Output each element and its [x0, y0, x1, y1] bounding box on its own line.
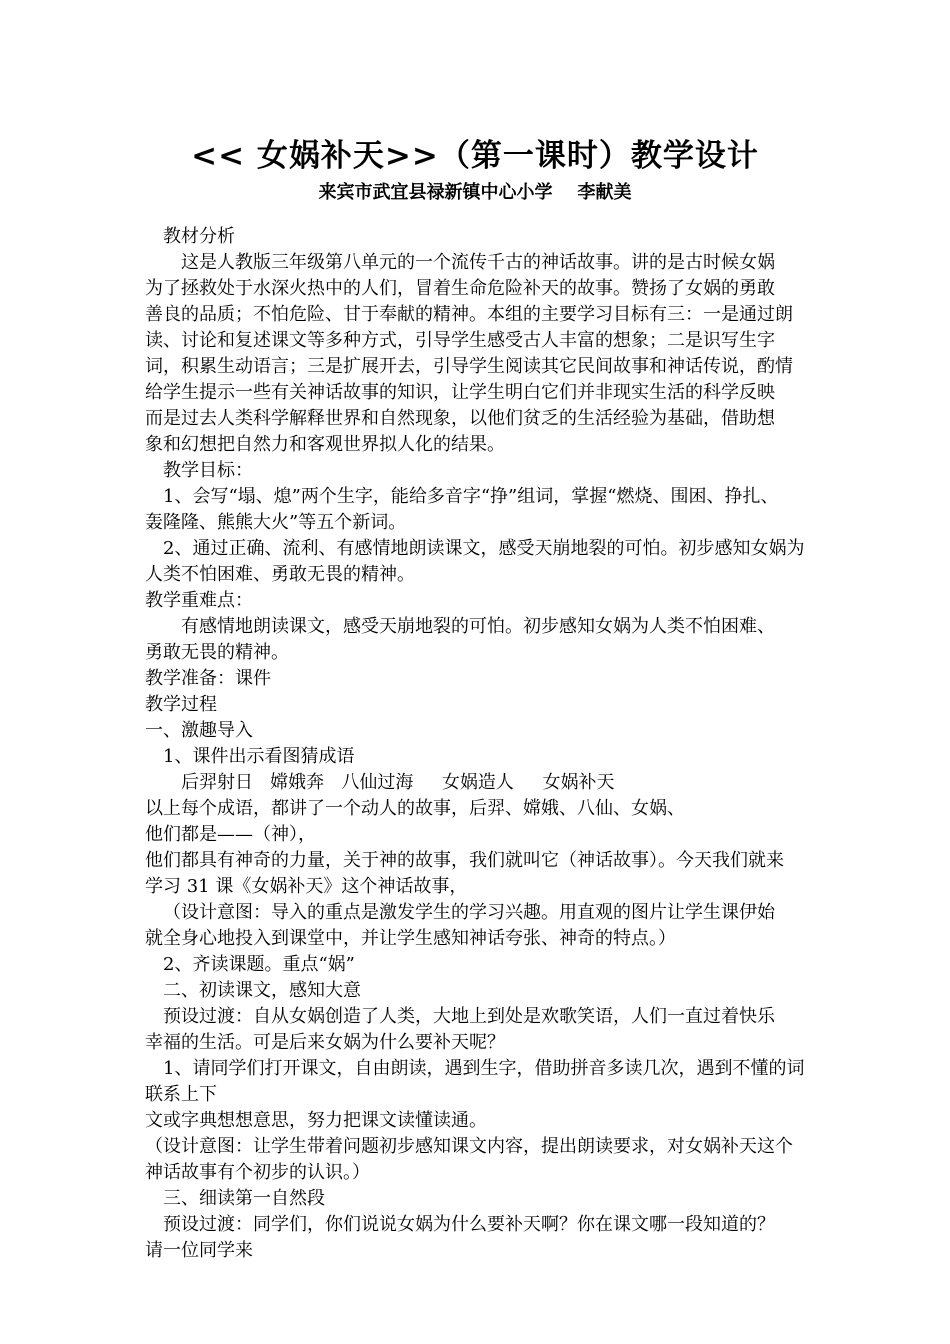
text-line: 勇敢无畏的精神。 [145, 642, 289, 663]
text-line: 而是过去人类科学解释世界和自然现象，以他们贫乏的生活经验为基础，借助想 [145, 408, 775, 429]
text-line: 为了拯救处于水深火热中的人们，冒着生命危险补天的故事。赞扬了女娲的勇敢 [145, 278, 775, 299]
text-line: 以上每个成语，都讲了一个动人的故事，后羿、嫦娥、八仙、女娲、 [145, 798, 685, 819]
text-line: 2、通过正确、流利、有感情地朗读课文，感受天崩地裂的可怕。初步感知女娲为 [163, 538, 805, 559]
text-line: 请一位同学来 [145, 1240, 253, 1261]
text-line: 一、激趣导入 [145, 720, 253, 741]
text-line: 预设过渡：同学们，你们说说女娲为什么要补天啊？你在课文哪一段知道的？ [163, 1214, 775, 1235]
text-line: 人类不怕困难、勇敢无畏的精神。 [145, 564, 415, 585]
text-line: 这是人教版三年级第八单元的一个流传千古的神话故事。讲的是古时候女娲 [181, 252, 775, 273]
text-line: 1、会写“塌、熄”两个生字，能给多音字“挣”组词，掌握“燃烧、围困、挣扎、 [163, 486, 779, 507]
text-line: 教学目标： [163, 460, 253, 481]
text-line: 他们都是——（神）， [145, 824, 316, 845]
text-line: 幸福的生活。可是后来女娲为什么要补天呢？ [145, 1032, 505, 1053]
text-line: 后羿射日 嫦娥奔 八仙过海 女娲造人 女娲补天 [181, 772, 615, 793]
text-line: 神话故事有个初步的认识。） [145, 1162, 370, 1183]
text-line: 有感情地朗读课文，感受天崩地裂的可怕。初步感知女娲为人类不怕困难、 [181, 616, 775, 637]
author-line: 来宾市武宜县禄新镇中心小学 李献美 [318, 182, 632, 203]
text-line: （设计意图：让学生带着问题初步感知课文内容，提出朗读要求，对女娲补天这个 [145, 1136, 793, 1157]
document-body [145, 224, 815, 1264]
text-line: 1、课件出示看图猜成语 [163, 746, 355, 767]
text-line: 教学过程 [145, 694, 217, 715]
text-line: 学习 31 课《女娲补天》这个神话故事， [145, 876, 468, 897]
text-line: 1、请同学们打开课文，自由朗读，遇到生字，借助拼音多读几次，遇到不懂的词 [163, 1058, 805, 1079]
text-line: 善良的品质；不怕危险、甘于奉献的精神。本组的主要学习目标有三：一是通过朗 [145, 304, 793, 325]
text-line: 二、初读课文，感知大意 [163, 980, 361, 1001]
text-line: 他们都具有神奇的力量，关于神的故事，我们就叫它（神话故事）。今天我们就来 [145, 850, 784, 871]
text-line: 读、讨论和复述课文等多种方式，引导学生感受古人丰富的想象；二是识写生字 [145, 330, 775, 351]
text-line: 词，积累生动语言；三是扩展开去，引导学生阅读其它民间故事和神话传说，酌情 [145, 356, 793, 377]
text-line: 轰隆隆、熊熊大火”等五个新词。 [145, 512, 407, 533]
text-line: 教学准备：课件 [145, 668, 271, 689]
text-line: 联系上下 [145, 1084, 217, 1105]
text-line: 教材分析 [163, 226, 235, 247]
text-line: 文或字典想想意思，努力把课文读懂读通。 [145, 1110, 487, 1131]
text-line: 给学生提示一些有关神话故事的知识，让学生明白它们并非现实生活的科学反映 [145, 382, 775, 403]
text-line: （设计意图：导入的重点是激发学生的学习兴趣。用直观的图片让学生课伊始 [163, 902, 775, 923]
text-line: 预设过渡：自从女娲创造了人类，大地上到处是欢歌笑语，人们一直过着快乐 [163, 1006, 775, 1027]
text-line: 就全身心地投入到课堂中，并让学生感知神话夸张、神奇的特点。） [145, 928, 676, 949]
document-title: << 女娲补天>>（第一课时）教学设计 [191, 138, 759, 174]
text-line: 象和幻想把自然力和客观世界拟人化的结果。 [145, 434, 505, 455]
text-line: 教学重难点： [145, 590, 253, 611]
text-line: 三、细读第一自然段 [163, 1188, 325, 1209]
text-line: 2、齐读课题。重点“娲” [163, 954, 355, 975]
